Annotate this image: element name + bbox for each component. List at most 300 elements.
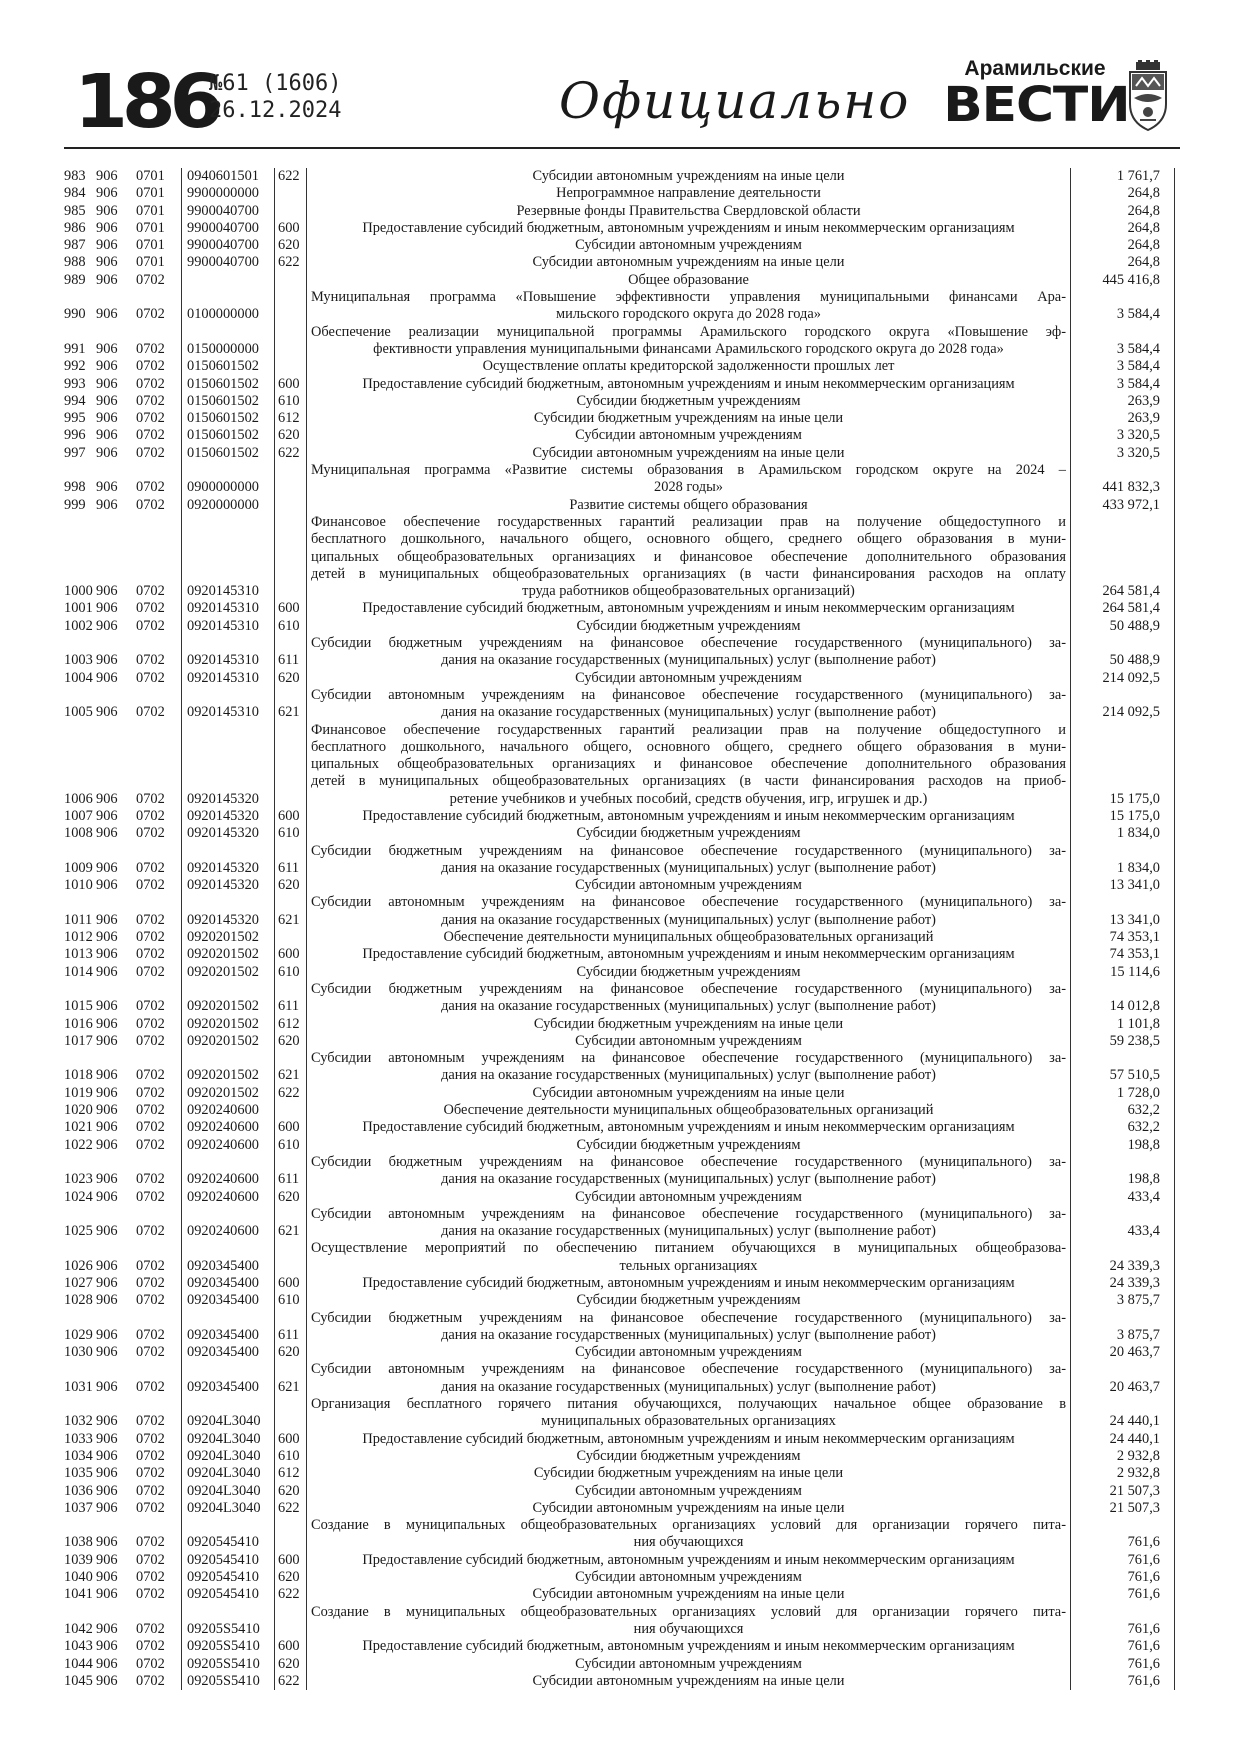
target-article-code: 0920201502 [182,1016,275,1033]
department-code: 906 [96,1119,118,1136]
department-code: 906 [96,1102,118,1119]
amount: 264 581,4 [1071,514,1175,600]
expense-type-code: 610 [275,825,307,842]
section-code: 0702 [136,1586,182,1603]
item-description [307,445,1071,462]
table-row [64,1292,1180,1309]
section-code: 0702 [136,1189,182,1206]
section-code: 0702 [136,877,182,894]
row-number: 1020 [64,1102,93,1119]
header-rule [64,147,1180,149]
expense-type-code [275,929,307,946]
target-article-code: 0150601502 [182,376,275,393]
item-description [307,1569,1071,1586]
department-code: 906 [96,1171,118,1188]
table-row [64,168,1180,185]
row-number: 1002 [64,617,93,634]
item-description [307,1085,1071,1102]
description-line: Субсидии автономным учреждениям на финансовое обеспечение государственного (муниципального) за- [311,1050,1066,1067]
amount: 264,8 [1071,185,1175,202]
newspaper-logo [943,57,1130,133]
table-row [64,376,1180,393]
row-number: 1043 [64,1638,93,1655]
department-code: 906 [96,375,118,392]
description-line: Создание в муниципальных общеобразовательных организациях условий для организации горячего пита- [311,1603,1066,1620]
amount: 264,8 [1071,237,1175,254]
section-code: 0702 [136,1240,182,1275]
expense-type-code: 610 [275,1292,307,1309]
department-code: 906 [96,202,118,219]
row-number: 987 [64,237,86,254]
expense-type-code [275,1102,307,1119]
amount: 3 875,7 [1071,1292,1175,1309]
section-code: 0702 [136,929,182,946]
section-code: 0701 [136,237,182,254]
item-description [307,687,1071,722]
description-line: дания на оказание государственных (муниципальных) услуг (выполнение работ) [441,1223,936,1240]
amount: 761,6 [1071,1517,1175,1552]
amount: 263,9 [1071,393,1175,410]
department-code: 906 [96,358,118,375]
table-row [64,514,1180,600]
description-line: Субсидии автономным учреждениям [575,1188,802,1205]
row-number: 1012 [64,929,93,946]
description-line: Непрограммное направление деятельности [556,185,821,202]
target-article-code: 0920545410 [182,1569,275,1586]
section-code: 0702 [136,722,182,808]
item-description [307,1119,1071,1136]
section-code: 0702 [136,497,182,514]
row-number: 1032 [64,1413,93,1430]
department-code: 906 [96,929,118,946]
department-code: 906 [96,479,118,496]
amount: 24 440,1 [1071,1431,1175,1448]
item-description [307,1033,1071,1050]
table-row [64,1673,1180,1690]
target-article-code: 0100000000 [182,289,275,324]
row-number: 992 [64,358,86,375]
section-code: 0702 [136,393,182,410]
row-number: 1022 [64,1136,93,1153]
logo-line2: ВЕСТИ [943,77,1130,133]
table-row [64,203,1180,220]
department-code: 906 [96,1223,118,1240]
row-number: 989 [64,271,86,288]
table-row [64,1638,1180,1655]
description-line: ния обучающихся [633,1620,744,1637]
department-code: 906 [96,652,118,669]
section-code: 0702 [136,1102,182,1119]
amount: 761,6 [1071,1552,1175,1569]
description-line: дания на оказание государственных (муниципальных) услуг (выполнение работ) [441,1326,936,1343]
amount: 14 012,8 [1071,981,1175,1016]
target-article-code: 0920240600 [182,1102,275,1119]
expense-type-code: 620 [275,1656,307,1673]
item-description [307,964,1071,981]
section-code: 0702 [136,1275,182,1292]
amount: 50 488,9 [1071,618,1175,635]
table-row [64,1275,1180,1292]
description-line: дания на оказание государственных (муниципальных) услуг (выполнение работ) [441,911,936,928]
target-article-code: 0920145310 [182,514,275,600]
description-line: дания на оказание государственных (муниципальных) услуг (выполнение работ) [441,1067,936,1084]
item-description [307,618,1071,635]
row-number: 985 [64,202,86,219]
amount: 264,8 [1071,203,1175,220]
description-line: Субсидии бюджетным учреждениям [576,1136,801,1153]
expense-type-code: 600 [275,220,307,237]
row-number: 1023 [64,1171,93,1188]
row-number: 1003 [64,652,93,669]
description-line: Субсидии автономным учреждениям [575,427,802,444]
expense-type-code: 620 [275,1483,307,1500]
section-code: 0702 [136,1569,182,1586]
department-code: 906 [96,392,118,409]
description-line: Субсидии бюджетным учреждениям на финансовое обеспечение государственного (муниципального) за- [311,635,1066,652]
expense-type-code [275,722,307,808]
table-row [64,843,1180,878]
description-line: Субсидии автономным учреждениям [575,877,802,894]
table-row [64,964,1180,981]
target-article-code: 0920345400 [182,1344,275,1361]
section-code: 0702 [136,1050,182,1085]
budget-table [64,168,1180,1690]
description-line: фективности управления муниципальными финансами Арамильского городского округа до 2028 года» [373,340,1004,357]
department-code: 906 [96,1344,118,1361]
expense-type-code: 611 [275,1310,307,1345]
description-line: Общее образование [628,271,749,288]
description-line: труда работников общеобразовательных организаций) [522,583,855,600]
amount: 3 875,7 [1071,1310,1175,1345]
row-number: 1011 [64,911,93,928]
logo-line1: Арамильские [964,57,1106,80]
section-code: 0702 [136,1552,182,1569]
target-article-code: 09205S5410 [182,1673,275,1690]
description-line: Предоставление субсидий бюджетным, автономным учреждениям и иным некоммерческим организациям [362,375,1015,392]
section-code: 0702 [136,1154,182,1189]
section-code: 0702 [136,1517,182,1552]
amount: 20 463,7 [1071,1344,1175,1361]
description-line: Субсидии бюджетным учреждениям [576,1447,801,1464]
section-code: 0702 [136,1465,182,1482]
description-line: Предоставление субсидий бюджетным, автономным учреждениям и иным некоммерческим организациям [362,1638,1015,1655]
department-code: 906 [96,1638,118,1655]
description-line: Субсидии автономным учреждениям на финансовое обеспечение государственного (муниципального) за- [311,1361,1066,1378]
department-code: 906 [96,1015,118,1032]
item-description [307,185,1071,202]
department-code: 906 [96,340,118,357]
item-description [307,722,1071,808]
description-line: ципальных общеобразовательных организациях и финансовое обеспечение дополнительного образования [311,756,1066,773]
table-row [64,272,1180,289]
item-description [307,410,1071,427]
row-number: 1034 [64,1447,93,1464]
description-line: Резервные фонды Правительства Свердловской области [516,202,861,219]
expense-type-code: 600 [275,1119,307,1136]
target-article-code: 09205S5410 [182,1604,275,1639]
description-line: Субсидии бюджетным учреждениям на иные цели [533,1465,844,1482]
table-row [64,1465,1180,1482]
row-number: 1014 [64,963,93,980]
department-code: 906 [96,1032,118,1049]
amount: 50 488,9 [1071,635,1175,670]
section-code: 0702 [136,1344,182,1361]
amount: 214 092,5 [1071,687,1175,722]
table-row [64,929,1180,946]
table-row [64,1137,1180,1154]
item-description [307,1604,1071,1639]
expense-type-code [275,203,307,220]
target-article-code: 0920345400 [182,1310,275,1345]
target-article-code: 0920145310 [182,635,275,670]
table-row [64,635,1180,670]
section-code: 0702 [136,1673,182,1690]
item-description [307,981,1071,1016]
expense-type-code: 610 [275,618,307,635]
section-title: Официально [559,72,911,130]
department-code: 906 [96,1620,118,1637]
masthead [64,58,1178,148]
expense-type-code [275,497,307,514]
item-description [307,1465,1071,1482]
expense-type-code: 620 [275,1189,307,1206]
row-number: 1017 [64,1032,93,1049]
row-number: 1033 [64,1430,93,1447]
table-row [64,1154,1180,1189]
description-line: Субсидии бюджетным учреждениям [576,617,801,634]
row-number: 1024 [64,1188,93,1205]
amount: 13 341,0 [1071,894,1175,929]
amount: 761,6 [1071,1673,1175,1690]
row-number: 1013 [64,946,93,963]
description-line: Субсидии бюджетным учреждениям на финансовое обеспечение государственного (муниципального) за- [311,842,1066,859]
department-code: 906 [96,1275,118,1291]
target-article-code: 0920201502 [182,929,275,946]
amount: 57 510,5 [1071,1050,1175,1085]
department-code: 906 [96,168,118,184]
description-line: Субсидии автономным учреждениям на иные цели [532,254,845,271]
row-number: 1007 [64,807,93,824]
department-code: 906 [96,1378,118,1395]
description-line: дания на оказание государственных (муниципальных) услуг (выполнение работ) [441,859,936,876]
department-code: 906 [96,444,118,461]
department-code: 906 [96,219,118,236]
row-number: 1001 [64,600,93,617]
section-code: 0702 [136,1119,182,1136]
item-description [307,168,1071,185]
expense-type-code: 611 [275,981,307,1016]
section-code: 0702 [136,1085,182,1102]
row-number: 1031 [64,1378,93,1395]
department-code: 906 [96,1569,118,1586]
amount: 263,9 [1071,410,1175,427]
table-row [64,1500,1180,1517]
amount: 13 341,0 [1071,877,1175,894]
expense-type-code: 610 [275,1448,307,1465]
item-description [307,1448,1071,1465]
table-row [64,1396,1180,1431]
description-line: Организация бесплатного горячего питания обучающихся, получающих начальное общее образование в [311,1396,1066,1413]
item-description [307,1189,1071,1206]
target-article-code: 0920545410 [182,1517,275,1552]
description-line: Развитие системы общего образования [569,496,808,513]
row-number: 999 [64,496,86,513]
amount: 2 932,8 [1071,1448,1175,1465]
description-line: Субсидии бюджетным учреждениям на финансовое обеспечение государственного (муниципального) за- [311,980,1066,997]
department-code: 906 [96,825,118,842]
section-code: 0702 [136,670,182,687]
amount: 445 416,8 [1071,272,1175,289]
description-line: Субсидии автономным учреждениям [575,669,802,686]
row-number: 1021 [64,1119,93,1136]
table-row [64,1517,1180,1552]
table-row [64,220,1180,237]
amount: 3 320,5 [1071,445,1175,462]
table-row [64,825,1180,842]
amount: 264,8 [1071,254,1175,271]
item-description [307,1206,1071,1241]
section-code: 0702 [136,981,182,1016]
item-description [307,1137,1071,1154]
description-line: Предоставление субсидий бюджетным, автономным учреждениям и иным некоммерческим организациям [362,600,1015,617]
department-code: 906 [96,1326,118,1343]
issue-info [209,70,341,124]
description-line: Обеспечение деятельности муниципальных общеобразовательных организаций [443,1102,934,1119]
row-number: 1027 [64,1275,93,1291]
item-description [307,497,1071,514]
description-line: муниципальных образовательных организациях [541,1413,836,1430]
table-row [64,1431,1180,1448]
description-line: Субсидии автономным учреждениям на иные цели [532,1084,845,1101]
section-code: 0702 [136,1638,182,1655]
amount: 1 101,8 [1071,1016,1175,1033]
section-code: 0702 [136,1656,182,1673]
row-number: 1009 [64,859,93,876]
table-row [64,894,1180,929]
amount: 198,8 [1071,1137,1175,1154]
target-article-code: 0920240600 [182,1119,275,1136]
amount: 15 114,6 [1071,964,1175,981]
description-line: Субсидии автономным учреждениям [575,1569,802,1586]
table-row [64,358,1180,375]
description-line: дания на оказание государственных (муниципальных) услуг (выполнение работ) [441,1378,936,1395]
description-line: Субсидии автономным учреждениям [575,1655,802,1672]
table-row [64,1604,1180,1639]
target-article-code: 0920201502 [182,1050,275,1085]
expense-type-code: 600 [275,600,307,617]
row-number: 991 [64,340,86,357]
expense-type-code: 600 [275,946,307,963]
table-row [64,1586,1180,1603]
table-row [64,497,1180,514]
section-code: 0701 [136,254,182,271]
row-number: 1035 [64,1465,93,1482]
expense-type-code [275,272,307,289]
target-article-code: 0920345400 [182,1275,275,1292]
department-code: 906 [96,963,118,980]
item-description [307,1586,1071,1603]
target-article-code: 9900040700 [182,203,275,220]
description-line: Субсидии автономным учреждениям на финансовое обеспечение государственного (муниципального) за- [311,894,1066,911]
department-code: 906 [96,704,118,721]
row-number: 1018 [64,1067,93,1084]
amount: 15 175,0 [1071,808,1175,825]
description-line: тельных организациях [619,1257,758,1274]
target-article-code: 9900040700 [182,220,275,237]
description-line: Осуществление мероприятий по обеспечению питанием обучающихся в муниципальных общеобразова- [311,1240,1066,1257]
row-number: 1029 [64,1326,93,1343]
description-line: Финансовое обеспечение государственных гарантий реализации прав на получение общедоступного и [311,513,1066,530]
department-code: 906 [96,807,118,824]
amount: 3 584,4 [1071,376,1175,393]
description-line: детей в муниципальных общеобразовательных организациях (в части финансирования расходов на оплату [311,565,1066,582]
row-number: 994 [64,392,86,409]
target-article-code: 0920201502 [182,1033,275,1050]
expense-type-code: 621 [275,1206,307,1241]
row-number: 1037 [64,1499,93,1516]
expense-type-code: 621 [275,1361,307,1396]
row-number: 986 [64,219,86,236]
table-row [64,1310,1180,1345]
description-line: 2028 годы» [654,479,723,496]
description-line: Субсидии автономным учреждениям на иные цели [532,1499,845,1516]
description-line: Обеспечение деятельности муниципальных общеобразовательных организаций [443,929,934,946]
item-description [307,1673,1071,1690]
section-code: 0702 [136,1483,182,1500]
target-article-code: 09205S5410 [182,1656,275,1673]
expense-type-code: 611 [275,635,307,670]
description-line: Субсидии автономным учреждениям на иные цели [532,168,845,184]
expense-type-code [275,289,307,324]
amount: 21 507,3 [1071,1483,1175,1500]
item-description [307,324,1071,359]
expense-type-code: 620 [275,877,307,894]
row-number: 1010 [64,877,93,894]
row-number: 1038 [64,1534,93,1551]
row-number: 1045 [64,1672,93,1689]
expense-type-code: 621 [275,1050,307,1085]
description-line: Создание в муниципальных общеобразовательных организациях условий для организации горячего пита- [311,1517,1066,1534]
table-row [64,1552,1180,1569]
issue-number: №61 (1606) [209,71,342,96]
item-description [307,427,1071,444]
expense-type-code: 622 [275,254,307,271]
table-row [64,237,1180,254]
department-code: 906 [96,1655,118,1672]
section-code: 0702 [136,514,182,600]
row-number: 1019 [64,1084,93,1101]
table-row [64,1189,1180,1206]
row-number: 1039 [64,1551,93,1568]
row-number: 1015 [64,998,93,1015]
table-row [64,670,1180,687]
item-description [307,203,1071,220]
section-code: 0702 [136,1016,182,1033]
table-row [64,427,1180,444]
amount: 2 932,8 [1071,1465,1175,1482]
amount: 441 832,3 [1071,462,1175,497]
expense-type-code: 620 [275,670,307,687]
department-code: 906 [96,1430,118,1447]
department-code: 906 [96,410,118,427]
item-description [307,237,1071,254]
row-number: 1044 [64,1655,93,1672]
item-description [307,1361,1071,1396]
section-code: 0702 [136,272,182,289]
description-line: Субсидии автономным учреждениям [575,237,802,254]
description-line: бесплатного дошкольного, начального общего, основного общего, среднего общего образования в муни- [311,531,1066,548]
section-code: 0701 [136,220,182,237]
